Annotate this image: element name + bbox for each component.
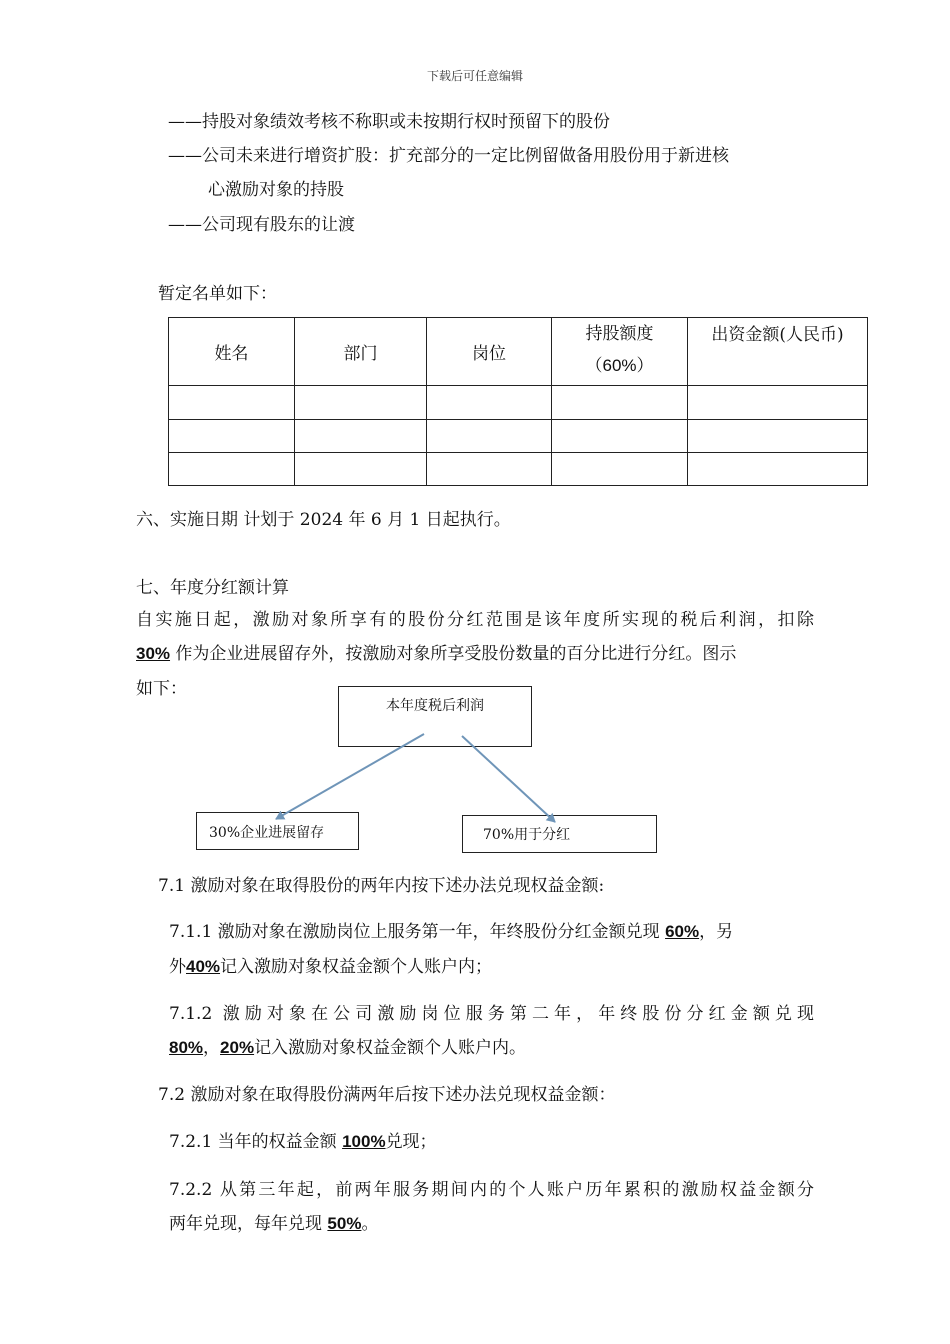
section7-paragraph-line1: 自实施日起，激励对象所享有的股份分红范围是该年度所实现的税后利润，扣除 <box>136 610 814 630</box>
s72-title: 7.2 激励对象在取得股份满两年后按下述办法兑现权益金额： <box>158 1085 616 1105</box>
page-header: 下载后可任意编辑 <box>426 69 523 83</box>
bullet-reserved-shares: ——持股对象绩效考核不称职或未按期行权时预留下的股份 <box>168 112 610 132</box>
diagram-profit-box: 本年度税后利润 <box>338 686 532 747</box>
section7-title: 七、年度分红额计算 <box>136 578 289 598</box>
section7-paragraph-line2: 30% 作为企业进展留存外，按激励对象所享受股份数量的百分比进行分红。图示 <box>136 644 737 664</box>
quota-percent: （60%） <box>585 356 654 375</box>
s71-item2-line1: 7.1.2 激励对象在公司激励岗位服务第二年，年终股份分红金额兑现 <box>169 1004 814 1024</box>
year1-cash-percent: 60% <box>665 922 700 941</box>
col-header-position: 岗位 <box>427 318 552 386</box>
arrow-to-dividend <box>462 736 555 822</box>
list-intro: 暂定名单如下： <box>158 284 277 304</box>
diagram-retained-box: 30%企业进展留存 <box>196 812 359 850</box>
s71-item2-line2: 80%，20%记入激励对象权益金额个人账户内。 <box>169 1038 527 1058</box>
bullet-capital-increase: ——公司未来进行增资扩股：扩充部分的一定比例留做备用股份用于新进核 <box>168 146 729 166</box>
current-year-percent: 100% <box>342 1132 386 1151</box>
bullet-shareholder-transfer: ——公司现有股东的让渡 <box>168 215 355 235</box>
retained-percent: 30% <box>136 644 171 663</box>
s72-item1: 7.2.1 当年的权益金额 100%兑现； <box>169 1132 437 1152</box>
yearly-payout-percent: 50% <box>327 1214 362 1233</box>
quota-label: 持股额度 <box>585 324 654 344</box>
s71-item1-line2: 外40%记入激励对象权益金额个人账户内； <box>169 957 493 977</box>
section6-implementation-date: 六、实施日期 计划于 2024 年 6 月 1 日起执行。 <box>136 510 511 530</box>
s71-title: 7.1 激励对象在取得股份的两年内按下述办法兑现权益金额: <box>158 876 605 896</box>
col-header-name: 姓名 <box>169 318 295 386</box>
year1-account-percent: 40% <box>186 957 221 976</box>
s71-item1-line1: 7.1.1 激励对象在激励岗位上服务第一年，年终股份分红金额兑现 60%，另 <box>169 922 734 942</box>
s72-item2-line1: 7.2.2 从第三年起，前两年服务期间内的个人账户历年累积的激励权益金额分 <box>169 1180 814 1200</box>
section7-paragraph-line3: 如下： <box>136 679 187 699</box>
col-header-amount: 出资金额(人民币) <box>688 318 868 386</box>
year2-account-percent: 20% <box>220 1038 255 1057</box>
diagram-dividend-box: 70%用于分红 <box>462 815 657 853</box>
arrow-to-retained <box>276 734 424 819</box>
col-header-dept: 部门 <box>295 318 427 386</box>
s72-item2-line2: 两年兑现，每年兑现 50%。 <box>169 1214 379 1234</box>
bullet-capital-increase-cont: 心激励对象的持股 <box>208 180 344 200</box>
year2-cash-percent: 80% <box>169 1038 204 1057</box>
